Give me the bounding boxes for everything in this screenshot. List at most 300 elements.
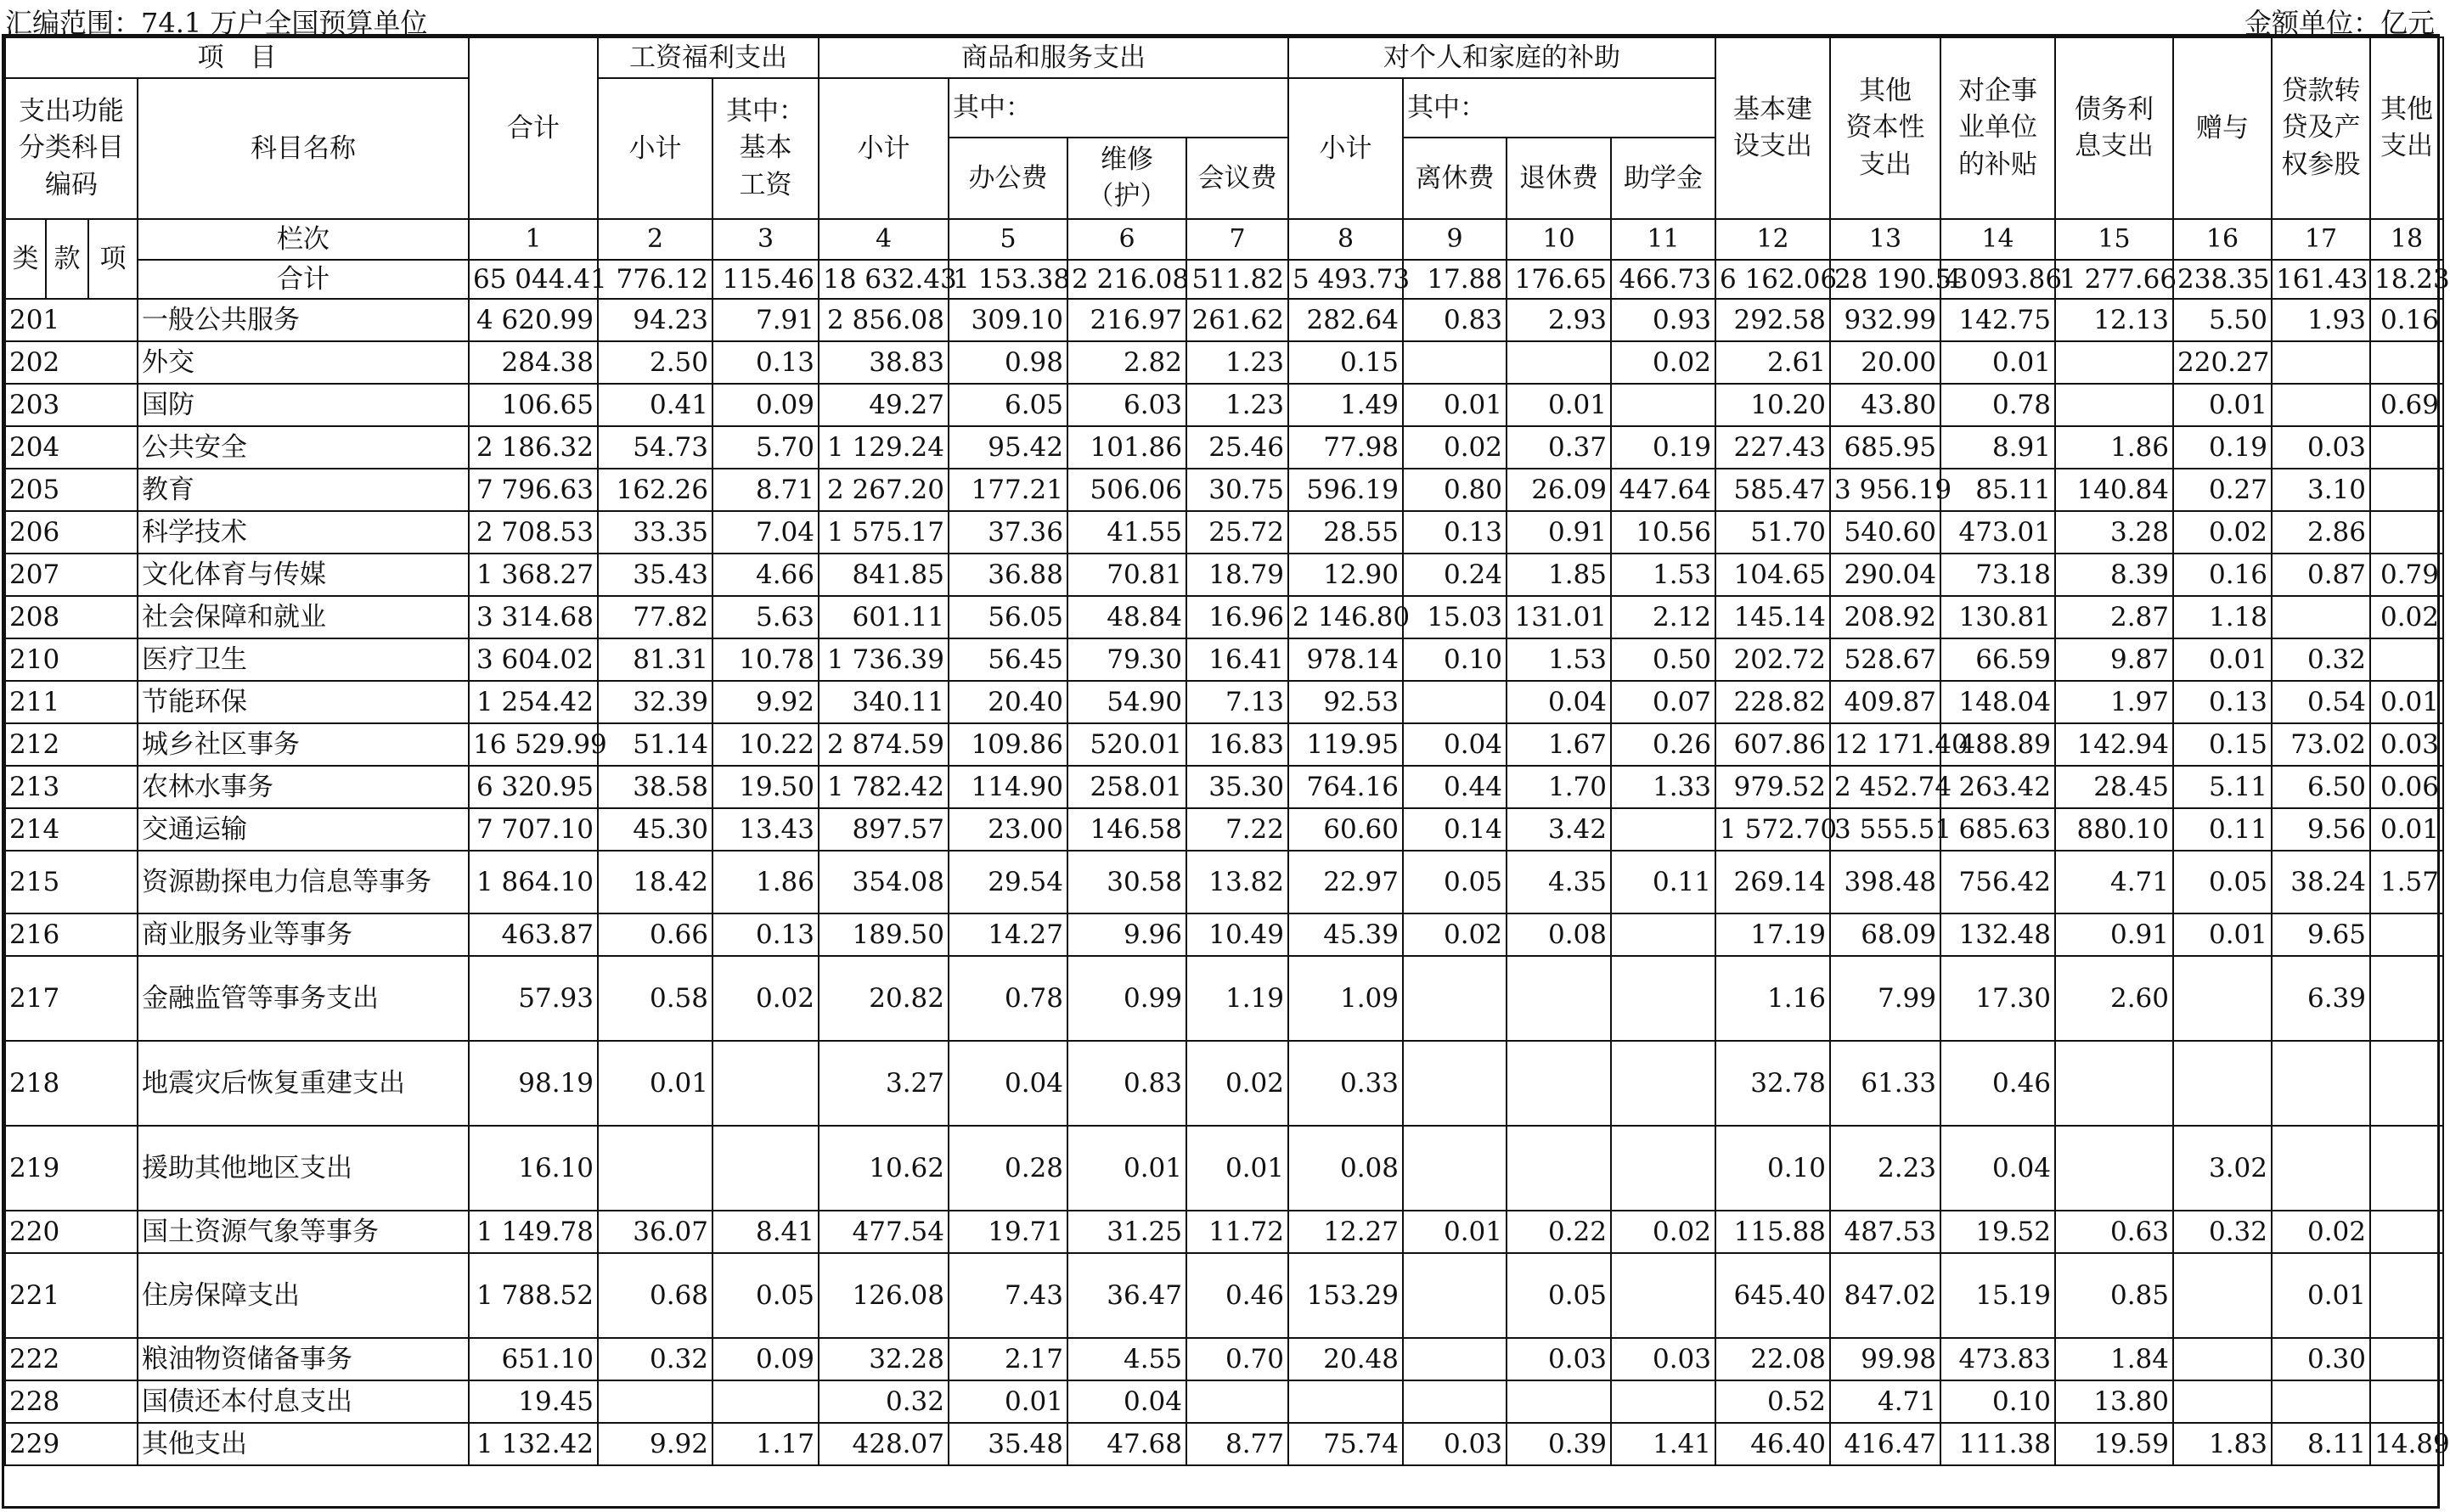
table-cell: 0.09 <box>712 384 819 426</box>
table-cell: 596.19 <box>1288 469 1403 511</box>
category-name: 金融监管等事务支出 <box>138 956 469 1041</box>
header-lanci: 栏次 <box>138 219 469 260</box>
table-cell: 10.56 <box>1611 511 1715 554</box>
category-name: 国土资源气象等事务 <box>138 1211 469 1253</box>
table-cell: 6.39 <box>2272 956 2370 1041</box>
table-cell: 4.55 <box>1067 1338 1186 1380</box>
header-wages: 工资福利支出 <box>598 37 819 78</box>
table-cell: 73.02 <box>2272 723 2370 766</box>
table-cell: 1.86 <box>2055 426 2173 469</box>
table-row <box>5 511 2443 554</box>
table-cell: 6.50 <box>2272 766 2370 808</box>
table-cell <box>1611 808 1715 851</box>
header-subsidies: 对个人和家庭的补助 <box>1288 37 1715 78</box>
table-cell: 1.41 <box>1611 1423 1715 1465</box>
table-cell: 19.52 <box>1940 1211 2055 1253</box>
table-cell: 1 572.70 <box>1715 808 1830 851</box>
table-cell <box>1507 1126 1611 1211</box>
table-cell: 0.02 <box>2370 596 2443 638</box>
table-cell: 0.05 <box>712 1253 819 1338</box>
header-goods-of-which: 其中： <box>949 78 1288 138</box>
table-cell: 0.85 <box>2055 1253 2173 1338</box>
budget-table-container <box>2 34 2450 1509</box>
table-cell: 12 171.40 <box>1830 723 1940 766</box>
table-cell <box>598 1380 712 1423</box>
table-cell <box>2370 341 2443 384</box>
table-cell: 73.18 <box>1940 554 2055 596</box>
table-cell: 2 146.80 <box>1288 596 1403 638</box>
table-cell: 41.55 <box>1067 511 1186 554</box>
table-row <box>5 766 2443 808</box>
table-cell: 57.93 <box>469 956 598 1041</box>
table-cell: 309.10 <box>949 299 1067 341</box>
table-cell: 0.26 <box>1611 723 1715 766</box>
table-cell: 0.32 <box>2272 638 2370 681</box>
table-cell: 0.37 <box>1507 426 1611 469</box>
total-value: 5 493.73 <box>1288 260 1403 299</box>
table-row <box>5 1380 2443 1423</box>
table-cell: 0.13 <box>2173 681 2272 723</box>
table-cell: 1.84 <box>2055 1338 2173 1380</box>
table-cell: 54.73 <box>598 426 712 469</box>
table-cell: 0.98 <box>949 341 1067 384</box>
table-cell: 77.98 <box>1288 426 1403 469</box>
table-cell: 1.83 <box>2173 1423 2272 1465</box>
header-enterprise-subsidy: 对企事 业单位 的补贴 <box>1940 37 2055 219</box>
table-cell: 0.01 <box>1067 1126 1186 1211</box>
table-cell: 19.71 <box>949 1211 1067 1253</box>
table-cell: 5.11 <box>2173 766 2272 808</box>
table-cell: 3.42 <box>1507 808 1611 851</box>
header-wages-subtotal: 小计 <box>598 78 712 219</box>
table-cell <box>1403 1253 1507 1338</box>
table-cell: 153.29 <box>1288 1253 1403 1338</box>
table-cell: 43.80 <box>1830 384 1940 426</box>
table-cell <box>1611 956 1715 1041</box>
table-cell <box>1403 681 1507 723</box>
category-name: 节能环保 <box>138 681 469 723</box>
table-cell: 18.42 <box>598 851 712 913</box>
col-number: 9 <box>1403 219 1507 260</box>
table-cell: 28.45 <box>2055 766 2173 808</box>
table-row <box>5 851 2443 913</box>
col-number: 3 <box>712 219 819 260</box>
table-cell: 8.41 <box>712 1211 819 1253</box>
col-number: 10 <box>1507 219 1611 260</box>
category-name: 教育 <box>138 469 469 511</box>
table-cell: 263.42 <box>1940 766 2055 808</box>
table-cell: 0.15 <box>2173 723 2272 766</box>
table-cell: 0.09 <box>712 1338 819 1380</box>
table-cell: 36.47 <box>1067 1253 1186 1338</box>
table-cell: 32.39 <box>598 681 712 723</box>
col-number: 4 <box>819 219 949 260</box>
table-row <box>5 913 2443 956</box>
unit-label: 金额单位：亿元 <box>2244 7 2435 39</box>
table-cell: 0.05 <box>1403 851 1507 913</box>
header-retirement-lixiu: 离休费 <box>1403 138 1507 219</box>
table-cell: 56.05 <box>949 596 1067 638</box>
table-cell: 13.80 <box>2055 1380 2173 1423</box>
table-cell: 0.87 <box>2272 554 2370 596</box>
table-cell: 1.85 <box>1507 554 1611 596</box>
table-cell: 0.01 <box>2173 638 2272 681</box>
table-cell: 0.19 <box>1611 426 1715 469</box>
table-cell <box>2173 956 2272 1041</box>
category-code: 218 <box>5 1041 138 1126</box>
table-cell: 0.05 <box>2173 851 2272 913</box>
category-code: 212 <box>5 723 138 766</box>
table-cell: 0.10 <box>1715 1126 1830 1211</box>
table-cell: 0.04 <box>1403 723 1507 766</box>
table-cell: 0.63 <box>2055 1211 2173 1253</box>
table-cell: 0.30 <box>2272 1338 2370 1380</box>
col-number: 17 <box>2272 219 2370 260</box>
table-cell: 115.88 <box>1715 1211 1830 1253</box>
table-cell: 8.39 <box>2055 554 2173 596</box>
table-cell: 2 874.59 <box>819 723 949 766</box>
table-cell: 0.02 <box>2272 1211 2370 1253</box>
table-cell: 10.62 <box>819 1126 949 1211</box>
table-cell <box>2370 469 2443 511</box>
table-cell: 30.75 <box>1186 469 1288 511</box>
table-cell: 0.46 <box>1940 1041 2055 1126</box>
table-cell <box>2173 1338 2272 1380</box>
table-cell: 35.30 <box>1186 766 1288 808</box>
table-cell <box>1611 1380 1715 1423</box>
table-cell: 764.16 <box>1288 766 1403 808</box>
table-cell: 7.22 <box>1186 808 1288 851</box>
table-cell: 2.23 <box>1830 1126 1940 1211</box>
table-cell: 0.08 <box>1507 913 1611 956</box>
table-cell: 8.77 <box>1186 1423 1288 1465</box>
table-cell: 0.06 <box>2370 766 2443 808</box>
table-cell: 0.01 <box>1507 384 1611 426</box>
table-cell: 685.95 <box>1830 426 1940 469</box>
table-cell: 208.92 <box>1830 596 1940 638</box>
table-row <box>5 1211 2443 1253</box>
table-cell: 2 186.32 <box>469 426 598 469</box>
table-cell <box>1186 1380 1288 1423</box>
table-cell: 540.60 <box>1830 511 1940 554</box>
category-name: 文化体育与传媒 <box>138 554 469 596</box>
table-cell: 1.97 <box>2055 681 2173 723</box>
table-cell: 9.87 <box>2055 638 2173 681</box>
table-cell: 0.01 <box>2272 1253 2370 1338</box>
table-cell: 340.11 <box>819 681 949 723</box>
table-cell: 4.35 <box>1507 851 1611 913</box>
table-cell: 520.01 <box>1067 723 1186 766</box>
table-cell: 177.21 <box>949 469 1067 511</box>
table-cell: 7 796.63 <box>469 469 598 511</box>
table-cell: 10.78 <box>712 638 819 681</box>
total-value: 2 216.08 <box>1067 260 1186 299</box>
table-cell: 0.33 <box>1288 1041 1403 1126</box>
table-cell: 488.89 <box>1940 723 2055 766</box>
table-cell: 0.02 <box>1611 341 1715 384</box>
table-cell: 228.82 <box>1715 681 1830 723</box>
table-cell: 0.13 <box>712 341 819 384</box>
category-name: 住房保障支出 <box>138 1253 469 1338</box>
table-row <box>5 299 2443 341</box>
table-cell <box>2370 956 2443 1041</box>
category-name: 社会保障和就业 <box>138 596 469 638</box>
table-cell <box>2055 384 2173 426</box>
table-cell: 0.01 <box>1940 341 2055 384</box>
table-cell: 0.04 <box>1940 1126 2055 1211</box>
table-cell: 0.16 <box>2370 299 2443 341</box>
table-cell: 14.27 <box>949 913 1067 956</box>
table-cell: 1.16 <box>1715 956 1830 1041</box>
table-cell <box>1611 384 1715 426</box>
table-cell <box>1403 1380 1507 1423</box>
table-cell: 0.91 <box>2055 913 2173 956</box>
category-name: 公共安全 <box>138 426 469 469</box>
table-cell: 32.78 <box>1715 1041 1830 1126</box>
table-cell: 0.28 <box>949 1126 1067 1211</box>
table-cell: 290.04 <box>1830 554 1940 596</box>
category-code: 214 <box>5 808 138 851</box>
table-cell: 0.39 <box>1507 1423 1611 1465</box>
category-code: 207 <box>5 554 138 596</box>
category-code: 228 <box>5 1380 138 1423</box>
table-cell: 29.54 <box>949 851 1067 913</box>
table-cell: 202.72 <box>1715 638 1830 681</box>
table-cell: 0.02 <box>1611 1211 1715 1253</box>
header-subsidy-of-which: 其中： <box>1403 78 1715 138</box>
table-cell: 9.92 <box>712 681 819 723</box>
header-meeting-fee: 会议费 <box>1186 138 1288 219</box>
table-cell: 1.86 <box>712 851 819 913</box>
table-cell: 1 788.52 <box>469 1253 598 1338</box>
table-cell: 5.63 <box>712 596 819 638</box>
table-cell: 2.12 <box>1611 596 1715 638</box>
table-cell: 7.04 <box>712 511 819 554</box>
table-cell: 66.59 <box>1940 638 2055 681</box>
table-cell: 409.87 <box>1830 681 1940 723</box>
table-cell: 8.91 <box>1940 426 2055 469</box>
table-cell: 0.19 <box>2173 426 2272 469</box>
table-cell: 14.89 <box>2370 1423 2443 1465</box>
table-cell: 132.48 <box>1940 913 2055 956</box>
table-cell: 142.75 <box>1940 299 2055 341</box>
table-cell: 0.22 <box>1507 1211 1611 1253</box>
category-name: 商业服务业等事务 <box>138 913 469 956</box>
table-cell: 463.87 <box>469 913 598 956</box>
table-cell: 140.84 <box>2055 469 2173 511</box>
category-code: 204 <box>5 426 138 469</box>
table-cell: 0.03 <box>1611 1338 1715 1380</box>
category-name: 交通运输 <box>138 808 469 851</box>
header-debt-interest: 债务利 息支出 <box>2055 37 2173 219</box>
table-cell: 0.10 <box>1403 638 1507 681</box>
table-cell <box>2055 1126 2173 1211</box>
category-code: 210 <box>5 638 138 681</box>
table-cell: 1.18 <box>2173 596 2272 638</box>
table-cell: 0.03 <box>2272 426 2370 469</box>
header-capital-construction: 基本建 设支出 <box>1715 37 1830 219</box>
table-cell <box>2173 1041 2272 1126</box>
category-name: 国债还本付息支出 <box>138 1380 469 1423</box>
table-cell <box>1507 1380 1611 1423</box>
table-cell: 3 555.51 <box>1830 808 1940 851</box>
table-cell: 19.59 <box>2055 1423 2173 1465</box>
table-cell: 7.91 <box>712 299 819 341</box>
table-cell: 94.23 <box>598 299 712 341</box>
table-cell: 142.94 <box>2055 723 2173 766</box>
table-cell: 0.02 <box>1403 913 1507 956</box>
category-code: 215 <box>5 851 138 913</box>
header-goods-subtotal: 小计 <box>819 78 949 219</box>
header-xiangmu: 项 目 <box>5 37 469 78</box>
table-cell: 15.03 <box>1403 596 1507 638</box>
table-cell: 54.90 <box>1067 681 1186 723</box>
table-cell: 0.50 <box>1611 638 1715 681</box>
total-value: 18.23 <box>2370 260 2443 299</box>
table-cell <box>1403 1338 1507 1380</box>
table-cell: 189.50 <box>819 913 949 956</box>
table-cell: 978.14 <box>1288 638 1403 681</box>
col-number: 13 <box>1830 219 1940 260</box>
table-cell: 5.50 <box>2173 299 2272 341</box>
table-cell: 0.01 <box>2370 681 2443 723</box>
table-cell <box>1288 1380 1403 1423</box>
table-cell <box>1611 913 1715 956</box>
table-row <box>5 723 2443 766</box>
table-cell: 473.01 <box>1940 511 2055 554</box>
col-number: 16 <box>2173 219 2272 260</box>
category-code: 203 <box>5 384 138 426</box>
table-cell: 9.56 <box>2272 808 2370 851</box>
table-cell: 607.86 <box>1715 723 1830 766</box>
table-cell: 12.13 <box>2055 299 2173 341</box>
table-cell: 1.23 <box>1186 384 1288 426</box>
header-basic-wage: 其中： 基本 工资 <box>712 78 819 219</box>
category-name: 粮油物资储备事务 <box>138 1338 469 1380</box>
header-other-capital: 其他 资本性 支出 <box>1830 37 1940 219</box>
table-cell: 1 129.24 <box>819 426 949 469</box>
table-cell: 4.71 <box>2055 851 2173 913</box>
col-number: 15 <box>2055 219 2173 260</box>
table-cell: 3 604.02 <box>469 638 598 681</box>
table-cell: 0.03 <box>2370 723 2443 766</box>
table-cell: 0.83 <box>1403 299 1507 341</box>
table-cell: 0.68 <box>598 1253 712 1338</box>
total-label: 合计 <box>138 260 469 299</box>
table-cell: 0.13 <box>712 913 819 956</box>
table-cell: 1 132.42 <box>469 1423 598 1465</box>
table-cell: 0.02 <box>2173 511 2272 554</box>
total-value: 115.46 <box>712 260 819 299</box>
table-cell: 416.47 <box>1830 1423 1940 1465</box>
total-value: 28 190.53 <box>1830 260 1940 299</box>
total-value: 466.73 <box>1611 260 1715 299</box>
table-cell: 16 529.99 <box>469 723 598 766</box>
table-cell: 2.50 <box>598 341 712 384</box>
table-cell: 92.53 <box>1288 681 1403 723</box>
col-number: 7 <box>1186 219 1288 260</box>
table-cell: 1.70 <box>1507 766 1611 808</box>
table-cell: 1.17 <box>712 1423 819 1465</box>
table-cell: 284.38 <box>469 341 598 384</box>
table-cell: 2.17 <box>949 1338 1067 1380</box>
category-name: 资源勘探电力信息等事务 <box>138 851 469 913</box>
table-cell: 106.65 <box>469 384 598 426</box>
col-number: 5 <box>949 219 1067 260</box>
table-cell: 0.83 <box>1067 1041 1186 1126</box>
table-cell: 2.60 <box>2055 956 2173 1041</box>
table-cell: 528.67 <box>1830 638 1940 681</box>
table-cell: 38.83 <box>819 341 949 384</box>
table-cell: 0.66 <box>598 913 712 956</box>
col-number: 12 <box>1715 219 1830 260</box>
total-value: 1 277.66 <box>2055 260 2173 299</box>
table-cell: 0.79 <box>2370 554 2443 596</box>
table-row <box>5 1423 2443 1465</box>
table-cell: 81.31 <box>598 638 712 681</box>
table-cell: 0.16 <box>2173 554 2272 596</box>
header-subsidy-subtotal: 小计 <box>1288 78 1403 219</box>
table-cell: 18.79 <box>1186 554 1288 596</box>
header-retirement-tuixiu: 退休费 <box>1507 138 1611 219</box>
table-cell: 0.01 <box>2173 384 2272 426</box>
table-cell: 4 620.99 <box>469 299 598 341</box>
table-cell: 77.82 <box>598 596 712 638</box>
table-cell: 0.02 <box>712 956 819 1041</box>
table-cell <box>1403 341 1507 384</box>
header-name-title: 科目名称 <box>138 78 469 219</box>
table-cell <box>712 1041 819 1126</box>
table-cell: 130.81 <box>1940 596 2055 638</box>
table-cell: 216.97 <box>1067 299 1186 341</box>
table-cell: 37.36 <box>949 511 1067 554</box>
category-code: 208 <box>5 596 138 638</box>
table-cell: 10.22 <box>712 723 819 766</box>
table-cell: 109.86 <box>949 723 1067 766</box>
category-code: 229 <box>5 1423 138 1465</box>
table-cell: 20.40 <box>949 681 1067 723</box>
table-cell: 847.02 <box>1830 1253 1940 1338</box>
total-value: 17.88 <box>1403 260 1507 299</box>
table-cell <box>1507 956 1611 1041</box>
table-cell: 20.48 <box>1288 1338 1403 1380</box>
table-cell: 645.40 <box>1715 1253 1830 1338</box>
table-cell <box>1611 1126 1715 1211</box>
total-value: 1 153.38 <box>949 260 1067 299</box>
table-cell: 33.35 <box>598 511 712 554</box>
table-cell: 56.45 <box>949 638 1067 681</box>
table-cell: 0.32 <box>819 1380 949 1423</box>
table-cell: 0.02 <box>1403 426 1507 469</box>
table-cell: 3 956.19 <box>1830 469 1940 511</box>
table-cell <box>1403 1126 1507 1211</box>
table-cell <box>2272 1126 2370 1211</box>
category-name: 地震灾后恢复重建支出 <box>138 1041 469 1126</box>
category-code: 206 <box>5 511 138 554</box>
col-number: 2 <box>598 219 712 260</box>
table-cell: 2.61 <box>1715 341 1830 384</box>
table-cell: 46.40 <box>1715 1423 1830 1465</box>
table-cell: 4.66 <box>712 554 819 596</box>
table-cell <box>2370 1380 2443 1423</box>
total-value: 6 162.06 <box>1715 260 1830 299</box>
table-cell <box>1611 1041 1715 1126</box>
table-cell: 0.10 <box>1940 1380 2055 1423</box>
table-cell <box>712 1380 819 1423</box>
table-cell: 70.81 <box>1067 554 1186 596</box>
header-other-expenditure: 其他 支出 <box>2370 37 2443 219</box>
table-caption <box>0 0 2442 39</box>
